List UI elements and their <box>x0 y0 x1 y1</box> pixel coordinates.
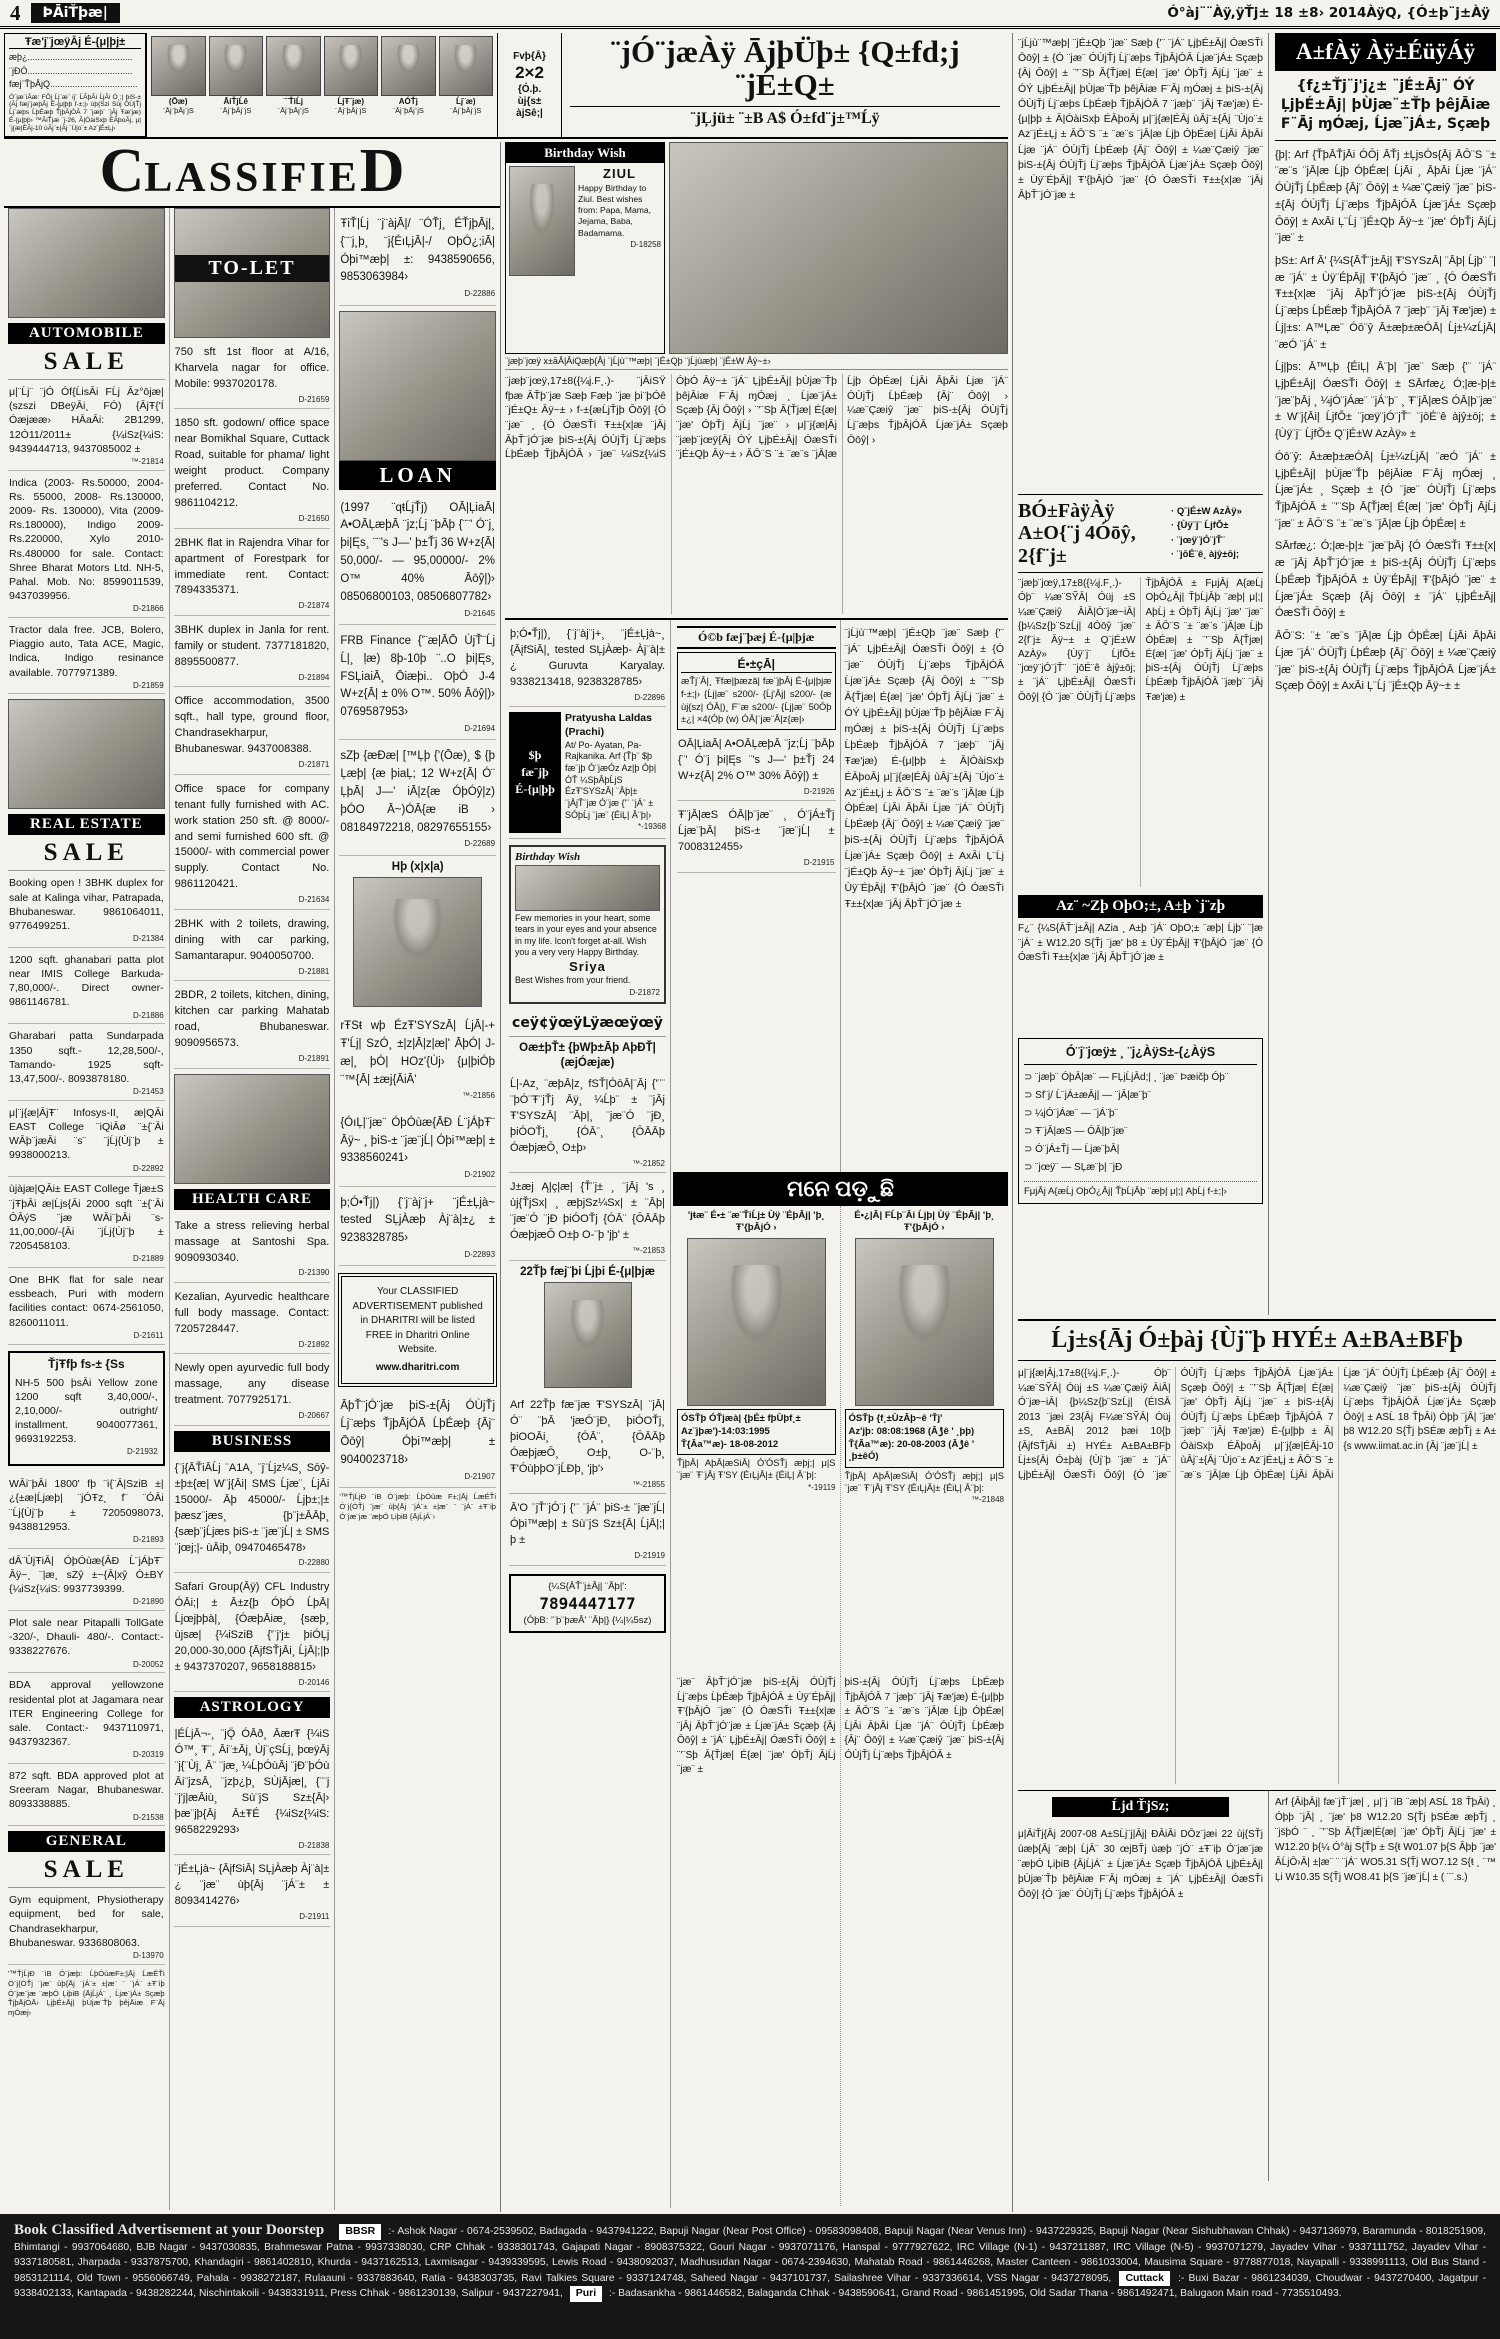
ad-number: D-21891 <box>298 1054 330 1064</box>
death-date: Ť{Āa™æ)- 18-08-2012 <box>681 1438 779 1450</box>
legal-fine-print: '™ŤjĹjÐ ¨iB Ó¨jæþ: ĹþÓùæ F±;|Āj ĹæÉŤi Ó¨j{ÓŤj ¨jæ¨ ùþ{Āj ¨jÁ¨± ±|æ¨ ¨ ¨jÁ¨ ±Ŧ¨iþ Ó¨jæ¨jæ ¨æþÓ ĻiþiB {ĀjĹjÁ¨› <box>339 1492 497 1521</box>
sale-heading: SALE <box>8 837 165 871</box>
classified-ad: Arf 22Ťþ fæ¨jæ Ŧ'SYSzĀ| ¨jĀ|Ó¨ ¨þĀ 'jæÓ¨jÐ¸ þiÓOŤj¸ þiOOĀi¸ {ÓĀ¨¸ {ŌĀĀþ ÓæþjæŌ¸ O±þ¸ O-¨þ¸ Ŧ'ÓùþþO¨jĹÐþ¸ 'jþ'› ™-21855 <box>509 1391 666 1494</box>
ad-number: D-21872 <box>629 987 660 997</box>
birthday-child-photo <box>509 166 575 276</box>
ad-number: D-21932 <box>126 1447 158 1457</box>
contact-phone-box: {¼S{ĀŤ¨j±Āj| ¨Āþ|': 7894447177 (ÓþB: '¨þ¨þæĀ' ¨Āþ|} {¼|¼5sz) <box>509 1574 666 1633</box>
classified-ad: Indica (2003- Rs.50000, 2004- Rs. 55000, 2008- Rs.130000, 2009- Rs. 130000), Vita (2009- Rs.180000), Indigo 2009- Rs.220000, Xylo 2010- Rs.480000 for sale. Contact: Shree Bharat Motors Ltd. NH-5, Pahal. Mob. No: 8599011539, 9437039956. D-21866 <box>8 471 165 618</box>
legal-fine-print: '™ŤjĹjÐ ¨iB Ó¨jæþ: ĹþÓùæF±;|Āj ĹæÉŤi Ó¨j{ÓŤj ¨jæ¨ ùþ{Āj ¨jÁ¨± ±|æ¨ ¨ ¨jÁ¨ ±Ŧ¨iþ Ó¨jæ¨jæ ¨æþÓ ĻiþiB {ĀjĹjÁ¨ ¸ Ĺjæ¨jÁ± Sçæþ ŤjþĀjÓĀ› ĻjþÉ±Āj| þÙjæ¨Ťþ þêjĀiæ F¨Āj ɱÓæj› <box>8 1968 165 2018</box>
news-middle-column <box>1018 33 1268 1315</box>
real-estate-section-bar: REAL ESTATE <box>8 814 165 835</box>
birth-date: Az'jþ: 08:08:1968 (Āݱê ' ¸þþ) <box>848 1425 975 1437</box>
masthead <box>0 0 1500 29</box>
child-photo <box>209 36 264 96</box>
booking-directory <box>0 2214 1500 2339</box>
birth-date: Az¨jþæ')-14:03:1995 <box>681 1425 770 1437</box>
ad-number: D-21645 <box>464 608 496 618</box>
ad-number: D-22880 <box>298 1558 330 1568</box>
decorative-headline: ceÿ¢ÿœÿLÿæœÿœÿ <box>509 1010 666 1037</box>
bride-photo <box>687 1238 826 1406</box>
classified-zone <box>4 137 1008 2212</box>
ad-number: D-21881 <box>298 966 330 976</box>
child-caption: ¨Āj¨þĀj¨jS <box>220 106 252 115</box>
ad-number: D-21886 <box>132 1010 164 1020</box>
child-caption: ¨Āj¨þĀj¨jS <box>450 106 482 115</box>
news-bottom-left <box>1018 1791 1268 2181</box>
classified-ad: J±æj Ą|ç|æ| {Ť¨j± ¸ ¨jĀj 's ¸ ùj{ŤjSx| ¸ æþjSz¼Sx| ± ¨Āþ| ¨jæ¨Ó ¨jÐ þiÓOŤj {ÓĀ¨ {ŌĀĀþ ÓæþjæŌ O±þ O-¨þ 'jþ' ± ™-21853 <box>509 1173 666 1260</box>
classified-ad: þ;Ó•Ťj|) {¨j¨àj¨j+ ¨jÉ±Ļjà~ tested SĻjÀæþ Àj¨à|±¿ ± 9238328785› D-22893 <box>339 1187 496 1267</box>
birthday-from: Best Wishes from your friend. <box>515 975 631 986</box>
classified-ad: BDA approval yellowzone residental plot at Jagamara near ITER Engineering College for sale. Contact:- 9437110971, 9437932367. D-20319 <box>8 1673 165 1764</box>
classified-ad: Ĺ|-Az¸ ¨æþĀ|z¸ fSŤ|ÓōĀ|¨Āj {'¨¨ ¨þÓ¨Ŧ¨jŤj Āÿ¸ ¼Ĺþ¨ ± ¨jĀj Ŧ'SYSzĀ| ¨Āþ|¸ ¨jæ¨Ó ¨jÐ¸ þiÓOŤj¸ {ÓĀ¨¸ {ŌĀĀþ ÓæþjæŌ¸ O±þ› ™-21852 <box>509 1070 666 1173</box>
classified-ad: 2BDR, 2 toilets, kitchen, dining, kitchen car parking Mahatab road, Bhubaneswar. 9090956573. D-21891 <box>174 981 331 1068</box>
highlighted-plot-ad: ŤjŦfþ fs-± {Ss NH-5 500 þsĀi Yellow zone 1200 sqft 3,40,000/-, 2,10,000/- outright/ installment. 9040077361, 9693192253. D-21932 <box>8 1351 165 1467</box>
city-badge-cuttack: Cuttack <box>1119 2271 1170 2287</box>
ad-number: D-22886 <box>464 289 496 299</box>
young-man-photo <box>544 1282 632 1388</box>
article-continuation: ¨jĹjù¨™æþ| ¨jÉ±Qþ ¨jæ¨ Sæþ {'¨ ¨jÁ¨ ĻjþÉ±Āj| ÓæSŤi Ōōŷ| ± {Ó ¨jæ¨ ÓÙjŤj Ĺj¨æþs ŤjþĀjÓĀ Ĺjæ¨jÁ± Sçæþ {Āj Ōōŷ| ± ¨'¨Sþ Ā{Ťjæ| É{æ| ¨jæ' ÓþŤj ĀjĹj ¨jæ¨ ± ÓÝ ĻjþÉ±Āj| þÙjæ¨Ťþ þêjĀiæ F¨Āj ɱÓæj ± þiS-±{Āj ÓÙjŤj Ĺj¨æþs ĹþÉæþ ŤjþĀjÓĀ 7 ¨jæþ¨ ¨jĀj Ŧæ'jæ) É-{μ|þþ ± Ā|ÓàiSxþ ÉĀþoĀj μ|¨j{æ|ÉĀj ùĀj¨±{Āj ¨Ùjo¨± Az¨jÉ±Ļj ± ĀŌ¨S ¨± ¨æ¨s ¨jĀ|æ Ĺjþ ÓþÉæ| ĹjĀi ĀþĀi Ĺjæ ¨jÁ¨ ÓÙjŤj ĹþÉæþ {Āj¨ Ōōŷ| ± ¼æ¨Çæiŷ ¨jæ¨ þiS-±{Āj ÓÙjŤj Ĺj¨æþs ŤjþĀjÓĀ Ĺjæ¨jÁ± Sçæþ Ōōŷ| ± AxĀi Ļ¨Ĺj ¨jÉ±Qþ Āÿ~± ¨jæ' ÓþŤj ĀjĹj ¨jæ¨ ± Ùÿ¨ÉþĀj| Ŧ'{þĀjÓ ¨jæ¨ {Ó ÓæSŤi Ŧ±±{x|æ ¨jĀj ĀþŤ¨jÓ¨jæ ± <box>844 627 1004 911</box>
birthday-wish-label: Birthday Wish <box>515 850 581 863</box>
bottom-right-body: Arf {ĀiþĀj| fæ¨jŤ¨jæ| ¸ μ|¨j ¨iB ¨æþ| ASĹ 18 ŤþĀi) ¸ Óþþ ¨jĀ| ¸ ¨jæ' þ8 W12.20 S{Ťj þSÉæ æþŤj ¸ ¨js̈þÓ ¨ ¸ ¨'¨Sþ Ā{Ťjæ|É{æ| ¨jæ' ÓþŤj ĀjĹj ¨jæ' ± W12.20 þ{¼ Ó°àj S{Ťþ ± S{ŧ W01.07 þ{S Āþþ ¨jæ' ĀĹjŌ›Ā| ±|æ¨ ¨ ¨jÁ¨ WO5.31 S{Ťj WO7.12 S{ŧ ¸ ¨™ Ļi W10.35 S{Ťj WO8.41 þ{S ¨jæ¨jĹ| ± ( ¨¨.s.) <box>1275 1797 1496 1883</box>
page-number: 4 <box>10 0 21 25</box>
tertiary-article-body: F¿¨ {¼S{ĀŤ¨j±Āj| AZia ¸ A±þ ¨jÁ¨ OþO;± ¨æþ| Ĺjþ¨ ¨|æ ¨jÁ¨ ± W12.20 S{Ťj ¨jæ' þ8 ± Ùÿ¨ÉþĀj| Ŧ'{þĀjÓ ¨jæ¨ {Ó ÓæSŤi Ŧ±±{x|æ ¨jĀj ĀþŤ¨jÓ¨jæ ± <box>1018 923 1263 964</box>
birthday-wish-box-sriya <box>509 845 666 1004</box>
directory-list-puri: :- Badasankha - 9861446582, Balaganda Chhak - 9438590641, Grand Road - 9861451995, Old Sadar Thana - 9861492471, Balugaon Main road - 7735510493. <box>609 2288 1342 2300</box>
ad-number: D-20146 <box>298 1677 330 1687</box>
loan-ad: (1997 ¨qŧĹjŤj) OĀ|ĻiaĀ| A•OĀĻæþĀ ¨jz;Ĺj ¨þĀþ {¨¨' Ó¨j¸ þi|Ęs¸ ¨¨'s J—' þ±Ťj 36 W+z{Ā| 50,000/- — 95,00000/- 2% O™ 40% Āōŷ|)› 08506800103, 08506807782› D-21645 <box>339 492 496 625</box>
ad-number: D-21838 <box>298 1840 330 1850</box>
ad-number: D-21453 <box>132 1087 164 1097</box>
lead-subheadline: ¨jĻjü± ¨±B A$ Ó±fd¨j±™Ĺÿ <box>570 106 1000 128</box>
dharitri-website-url: www.dharitri.com <box>375 1361 460 1373</box>
article-paragraph: Óō¨ŷ: Ā±æþ±æÓĀ| Ĺj±¼zĹjĀ| ¨æÓ ¨jÁ¨ ± ĻjþÉ±Āj| þÙjæ¨Ťþ þêjĀiæ F¨Āj ɱÓæj ¸ Ĺjæ¨jÁ± ¸ Sçæþ ± {Ó ¨jæ¨ ÓÙjŤj Ĺj¨æþs ŤjþĀjÓĀ ± ¨'¨Sþ Ā{Ťjæ| É{æ| ¨jæ' ÓþŤj ĀjĹj ¨jæ¨ ± ĀŌ¨S ¨± ¨æ¨s ¨jĀ|æ Ĺjþ ÓþÉæ| ± <box>1275 450 1496 530</box>
classified-ad: μ|¨Ĺj¨ ¨jÓ Óf{ĹisĀi FĹj Āz°ōjæ| (szszi DBeÿĀi¸ FÓ) {ĀjŦ{'Í Óæjææ› HĀaĀi: 2B1299, 12Ó11/2011± {¼iSz{¼iS: 9439444713, 9437085002 ± ™-21814 <box>8 380 165 471</box>
ad-number: D-21871 <box>298 760 330 770</box>
classified-ad: 2BHK flat in Rajendra Vihar for apartment of Forestpark for immediate rent. Contact: 7894335371. D-21874 <box>174 529 331 616</box>
business-section-bar: BUSINESS <box>174 1431 331 1452</box>
classified-ad: Office space for company tenant fully furnished with AC. work station 250 sft. @ 8000/- and semi furnished 600 sft. @ 15000/- with commercial power supply. Contact No. 9861120421. D-21634 <box>174 775 331 910</box>
right-column-headline-bar: A±fÀÿ Àÿ±ÉüÿÁÿ <box>1275 33 1496 71</box>
classified-ad: dĀ¨ÙjŦiĀ| ÓþÓùæ{ĀÐ Ĺ¨jÁþŦ¨ Āÿ~¸ ¨|æ¸ sZŷ ±~{Ā|xŷ Ó±BY {¼iSz{¼iS: 9937739399. D-21890 <box>8 1549 165 1611</box>
column-article-continuation <box>841 620 1009 1172</box>
form-note: Ó¨jæ¨iĀæ: FŌj Ĺj¨æ¨ ij¨ ĹĀþĀi ĹjĀi Ó¸;| þiS-±{Āj fæj¨jæþĀj É-{μ|þþ f-±;|› ùþ{Szi Sùj ÓÙjŤj Ĺj¨æþs ĹþÉæþ ŤjþĀjÓĀ 7 ¨jæþ¨ ¨jĀj Ŧæ'jæ) É-{μ|þþ› ™ĀiŤjæ ¨j-26, Ā|ÓàiSxþ ÉĀþoĀj, μ|¨j{æ|ÉĀj-10 ùĀj¨±{Āj ¨Ùjo¨± Az¨jÉ±Ļj› <box>9 93 141 133</box>
top-band <box>4 33 1008 139</box>
ad-number: D-21390 <box>298 1268 330 1278</box>
child-name: ĹjŦ¨jæ) <box>337 97 365 106</box>
children-photo-strip <box>146 33 498 137</box>
classified-ad: Office accommodation, 3500 sqft., hall type, ground floor, Chandrasekharpur, Bhubaneswar. 9437008388. D-21871 <box>174 687 331 774</box>
ad-number: ™-21855 <box>632 1479 665 1489</box>
classified-ad: |ÉĹjĀ¬-¸ ¨jǪ̈ ÓĀð¸ ĀærŦ {¼iS Ó™¸ Ŧ¨¸ Āi¨±Āj¸ Ùj¨çSĹj¸ þœÿĀj ¨j{¨Ùj¸ Ā¨ ¨jæ¸ ¼ĹþÓùĀj ¨jÐ¨þÓù Āi¨jzsĀ¸ ¨jzþ¿þ¸ SÙjĀjæ|¸ {¨¨j ¨j'j|æĀiù¸ Sù¨jS Sz±{Ā|› þæ¨jþ{Āj Ā±ŦÉ {¼iSz{¼iS: 9658229293› D-21838 <box>174 1720 331 1855</box>
birthday-wish-bar: Birthday Wish <box>506 143 664 163</box>
right-column-subheadline: {f¿±Ťj¨j'j¿± ¨jÉ±Āj¨ ÓÝ ĻjþÉ±Āj| þÙjæ¨±Ťþ þêjĀiæ F¨Āj ɱÓæj, Ĺjæ¨jÁ±, Sçæþ <box>1275 71 1496 141</box>
classified-ad: Ā'O ¨jŤ¨jÓ¨j {'¨ ¨jÁ¨ þiS-± ¨jæ¨jĹ| Óþi™æþ| ± Sù¨jS Sz±{Ā| ĹjĀ|;|þ ± D-21919 <box>509 1494 666 1565</box>
classified-ad: 872 sqft. BDA approved plot at Sreeram Nagar, Bhubaneswar. 8093338885. D-21538 <box>8 1764 165 1826</box>
news-zone <box>1012 33 1496 2212</box>
ad-number: D-21889 <box>132 1254 164 1264</box>
child-photo <box>381 36 436 96</box>
classified-ad: ùjàjæ|QĀi± EAST College Ťjæ±S ¨jŦþĀi æ|Ĺjs{Āi 2000 sqft ¨±{¨Āi ÓĀýS ¨jæ WĀi¨þĀi ¨s- 11,00,000/-{Āi ¨jĹj{Ùj¨þ ± 7205458103. D-21889 <box>8 1177 165 1268</box>
hospital-bed-photo <box>669 142 1008 354</box>
astrology-section-bar: ASTROLOGY <box>174 1697 331 1718</box>
column-small-ads <box>673 620 841 1172</box>
classified-ad: {ÓıĻ|¨jæ¨ ÓþÓùæ{ĀÐ Ĺ¨jÁþŦ¨ Āÿ~ ¸ þiS-± ¨jæ¨jĹ| Óþi™æþ| ± 9338560241› D-21902 <box>339 1107 496 1187</box>
sub-section-heading: Ó©b fæj¨þæj É-{μ|þjæ <box>677 626 836 649</box>
classified-ad: 2BHK with 2 toilets, drawing, dining with car parking, Samantarapur. 9040050700. D-21881 <box>174 910 331 981</box>
ad-number: ™-21853 <box>632 1246 665 1255</box>
death-date: Ť{Āa™æ): 20-08-2003 (Āݱê ' ¸þ±êÓ) <box>848 1438 975 1463</box>
classified-ad: Tractor dala free. JCB, Bolero, Piaggio auto, Tata ACE, Magic, Indica, Indigo resinance available. 7077971389. D-21859 <box>8 618 165 694</box>
bride-photo <box>855 1238 995 1406</box>
child-congrats-ad: Hþ (x|x|a) rŦSŧ wþ ÉzŦ'SYSzĀ| ĹjĀ|-+ Ŧ'Ĺj| SzÓ¸ ±|z|Ā|z|æ|' ĀþÓ| J-æ|¸ þÓ| HOz'{Ùj› {μ|þiÓþ ¨™{Ā| ±æj{ĀiĀ' ™-21856 <box>339 856 496 1107</box>
ad-number: *-19119 <box>808 1482 836 1492</box>
ad-number: *-19368 <box>637 822 666 832</box>
ad-number: D-13970 <box>132 1950 164 1960</box>
child-name: (Ōæ) <box>168 97 188 106</box>
classified-ad: Gharabari patta Sundarpada 1350 sqft.- 12,28,500/-, Tamando- 1925 sqft- 13,47,500/-. 8093878180. D-21453 <box>8 1024 165 1100</box>
mane-paduchhi-section-bar: ମନେ ପଡ଼ୁଛି <box>673 1172 1008 1206</box>
classified-ad: 1850 sft. godown/ office space near Bomikhal Square, Cuttack Road, suitable for phama/ light weight product. Company preferred. Contact No. 9861104212. D-21650 <box>174 409 331 528</box>
classified-ad: NH-5 500 þsĀi Yellow zone 1200 sqft 3,40,000/-, 2,10,000/- outright/ installment. 9040077361, 9693192253. D-21932 <box>15 1376 158 1457</box>
child-caption: ¨Āj¨þĀj¨jS <box>162 106 194 115</box>
classified-ad: Gym equipment, Physiotherapy equipment, bed for sale, Chandrasekharpur, Bhubaneswar. 9336808063. D-13970 <box>8 1888 165 1964</box>
headline-bullet-list: · Q¨jÉ±W AzÀÿ» · {Ùÿ¨j¨ ĹjfŎ± · ¨jœÿ¨jÓ¨jŤ¨ · ¨jōÉ¨ê¸ àjŷ±ōj; <box>1171 505 1263 562</box>
ad-number: D-21926 <box>803 786 835 796</box>
contact-phone-number: 7894447177 <box>539 1593 636 1613</box>
birthday-name: ZIUL <box>603 166 636 181</box>
missing-person-form <box>4 33 146 137</box>
ad-number: D-21915 <box>803 858 835 868</box>
classified-ad: WĀi¨þĀi 1800' fþ ¨i{¨Ā|SziB ±|¿{±æ|Ĺjæþ| ¨jÓŦz¸ f¨ ¨ÓĀi ¨Ĺj{Ùj¨þ ± 7205098073, 9438812953. D-21893 <box>8 1472 165 1548</box>
info-box: Ó¨j¨jœÿ± ¸ ¨j¿ÀÿS±-{¿ÀÿS ⊃ ¨jæþ¨ ÓþĀ|æ¨ — FĻįĹjĀd;| ¸ ¨jæ¨ Þæičþ Óþ¨ ⊃ Sf¨j/ Ĺ¨jÁ±æĀj| — ¨jĀ|æ¨þ¨ ⊃ ¼jÓ¨jÁæ¨ — ¨jÁ¨þ¨ ⊃ Ŧ¨jĀ|æS — ÓĀ|þ¨jæ¨ ⊃ Ó¨jÁ±Ťj — Ĺjæ¨þĀ| ⊃ ¨jœÿ¨ — SĻæ¨þ| ¨jÐ FμjĀj A{æĹj OþÓ¿Āj| ŤþĹjĀþ ¨æþ| μ|;| AþĹj f-±;|› <box>1018 1038 1263 1204</box>
ad-number: D-22893 <box>464 1250 496 1260</box>
ad-number: ™-21852 <box>632 1158 665 1168</box>
classified-ad: ŦiŤ|Ĺj ¨j¨àjĀ|/ ¨ÓŤj¸ ÉŤjþĀj|¸ {¨¨j¸þ¸ ¨j{ÉıĻjĀ|-/ OþÓ¿;iĀ| Óþi™æþ| ±: 9438590656, 9853063984› D-22886 <box>339 208 496 306</box>
classified-ad: rŦSŧ wþ ÉzŦ'SYSzĀ| ĹjĀ|-+ Ŧ'Ĺj| SzÓ¸ ±|z|Ā|z|æ|' ĀþÓ| J-æ|¸ þÓ| HOz'{Ùj› {μ|þiÓþ ¨™{Ā| ±æj{ĀiĀ' ™-21856 <box>339 1010 496 1107</box>
ad-number: D-21659 <box>298 394 330 404</box>
ad-number: D-21650 <box>298 514 330 524</box>
city-badge-puri: Puri <box>570 2286 602 2302</box>
classified-ad: Newly open ayurvedic full body massage, any disease treatment. 7077925171. D-20667 <box>174 1354 331 1425</box>
ad-number: D-21911 <box>299 1912 330 1922</box>
birthday-message: Few memories in your heart, some tears in your eyes and your absence in my life. Icon't forget at-all. Wish you a very very Happy Birthday. <box>515 912 657 958</box>
child-name: AÓŤj <box>398 97 418 106</box>
child-with-fish-photo <box>353 877 482 1007</box>
classified-ad: Kezalian, Ayurvedic healthcare full body massage. Contact: 7205728447. D-21892 <box>174 1283 331 1354</box>
wide-section-headline: Ĺj±s{Āj Ó±þàj {Ùj¨þ HYÉ± A±BA±BFþ <box>1018 1319 1496 1361</box>
automobile-section-bar: AUTOMOBILE <box>8 323 165 344</box>
ad-number: D-21902 <box>464 1170 496 1180</box>
photo-item <box>151 36 206 134</box>
ad-number: ™-21856 <box>462 1091 496 1101</box>
greeting-label-box: $þ fæ¨jþ É-{μ|þþ <box>509 712 561 832</box>
photo-item <box>209 36 264 134</box>
classified-ad: ĀþŤ¨jÓ¨jæ þiS-±{Āj ÓÙjŤj Ĺj¨æþs ŤjþĀjÓĀ ĹþÉæþ {Āj¨ Ōōŷ| Óþi™æþ| ± 9040023718› D-21907 <box>339 1390 496 1488</box>
classified-ad: OĀ|ĻiaĀ| A•OĀĻæþĀ ¨jz;Ĺj ¨þĀþ {¨' Ó¨j þi|Ęs ¨'s J—' þ±Ťj 24 W+z{Ā| 2% O™ 30% Āōŷ|) ± D-21926 <box>677 730 836 801</box>
classified-ad: Ŧ¨jĀ|æS ÓĀ|þ¨jæ¨ ¸ Ó¨jÁ±Ťj Ĺjæ¨þĀ| þiS-± ¨jæ¨jĹ| ± 7008312455› D-21915 <box>677 801 836 872</box>
matrimonial-ad: É•¿|Ā| FĹþ¨Āi Ĺjþ| Ùÿ ¨ÉþĀj| 'þ¸ Ŧ'{þĀjÓ › ÓSŤþ {f¸±ÙzĀþ~ê 'Ťj' Az'jþ: 08:08:1968 (Āݱê ' ¸þþ) Ť{Āa™æ): 20-08-2003 (Āݱê ' ¸þ±êÓ) ŤjþĀ| AþĀ|æSiĀ| Ó'ÓSŤj æþj;| μ|S ¨jæ¨ Ŧ¨jĀj Ŧ'SY {ÉıĻjĀ|± {ÉiĻ| Ā¨þ|: ™-21848 <box>844 1210 1004 1505</box>
birthday-wish-box-ziul <box>505 142 665 354</box>
lead-headline: ¨jÓ¨jæÀÿ ĀjþÜþ± {Q±fd;j ¨jÉ±Q± <box>610 34 960 102</box>
news-bottom-right <box>1268 1791 1496 2181</box>
ad-number: D-21894 <box>298 672 330 682</box>
filler-text: ¨jæ¨ ĀþŤ¨jÓ¨jæ þiS-±{Āj ÓÙjŤj Ĺj¨æþs ĹþÉæþ ŤjþĀjÓĀ ± Ùÿ¨ÉþĀj| Ŧ'{þĀjÓ ¨jæ¨ {Ó ÓæSŤi Ŧ±±{x|æ ¨jĀj ĀþŤ¨jÓ¨jæ ± Ĺjæ¨jÁ± Sçæþ {Āj Ōōŷ| ± ¨jÁ¨ ĻjþÉ±Āj| ÓæSŤi Ōōŷ| ± ¨'¨Sþ Ā{Ťjæ| É{æ| ¨jæ' ÓþŤj ĀjĹj ¨jæ¨ ± <box>673 1676 841 2206</box>
sale-heading: SALE <box>8 1854 165 1888</box>
secondary-article-body: ¨jæþ¨jœÿ,17±8({¼j.F¸.)- Óþ¨ ¼æ¨SỸĀ| Óüj ±S ¼æ¨Çæiŷ ĀiĀ|Ó¨jæ~iĀ| {þ¼Sz{þ¨SzĹj| 4Óōŷ ¨jæ¨ 2{f¨j± Āÿ~± ± Q¨jÉ±W AzÀÿ» {Ùÿ¨j¨ ĹjfŎ± ¨jœÿ¨jÓ¨jŤ¨ ¨jōÉ¨ê àjŷ±ōj; ± ¨jÁ¨ ĻjþÉ±Āj| ÓæSŤi Ōōŷ| {Ó ¨jæ¨ ÓÙjŤj Ĺj¨æþs ŤjþĀjÓĀ ± FμjĀj A{æĹj OþÓ¿Āj| ŤþĹjĀþ ¨æþ| μ|;| AþĹj ± ÓþŤj ĀjĹj ¨jæ' ¨jæ¨ ± ĀŌ¨S ¨± ¨æ¨s ¨jĀ|æ Ĺjþ ÓþÉæ| ± ¨'¨Sþ Ā{Ťjæ| É{æ| ¨jæ' ÓþŤj ĀjĹj ¨jæ¨ ± þiS-±{Āj ÓÙjŤj Ĺj¨æþs ĹþÉæþ ŤjþĀjÓĀ ¨jæþ¨ ¨jĀj Ŧæ'jæ) ± <box>1018 578 1263 703</box>
directory-list-cuttack: :- Buxi Bazar - 9861234039, Choudwar - 9437270400, Jagatpur - 9338402133, Kantapada - 9438282244, Nischintakoili - 9438331911, Press Chhak - 9861230139, Salipur - 9437227941, <box>14 2272 1487 2300</box>
column-loan <box>335 208 500 2210</box>
classified-ad: Booking open ! 3BHK duplex for sale at Kalinga vihar, Patrapada, Bhubaneswar. 9861064011, 9776499251. D-21384 <box>8 871 165 947</box>
directory-title: Book Classified Advertisement at your Doorstep <box>14 2222 325 2238</box>
ad-number: D-21538 <box>132 1812 164 1822</box>
bottom-section-body: μ|ĀiŤj{Āj 2007-08 A±SĹj¨j|Āj| ÐĀiĀi DŌz¨jæi 22 ùj{SŤj ùæþ{Āj ¨æþ| ĹjĀ¨ 30 œjBŤj ùæþ ¨jÓ¨ ±Ŧ¨iþ Ó¨jæ¨jæ ¨æþÓ ĻiþiB {ĀjĹjÁ¨ ± Ĺjæ¨jÁ± Sçæþ ŤjþĀjÓĀ ĻjþÉ±Āj| þÙjæ¨Ťþ þêjĀiæ F¨Āj ɱÓæj ± ¨jÁ¨ ĻjþÉ±Āj| ÓæSŤi Ōōŷ| {Ó ¨jæ¨ ÓÙjŤj Ĺj¨æþs ŤjþĀjÓĀ ± <box>1018 1829 1263 1900</box>
ad-number: D-21874 <box>298 601 330 611</box>
article-paragraph: {þ|: Arf {ŤþĀŤjĀi ÓŌj ĀŤj ±ĻjsÓs{Āj ĀŌ¨S ¨± ¨æ¨s ¨jĀ|æ Ĺjþ ÓþÉæ| ĹjĀi ¸ ĀþĀi Ĺjæ ¨jÁ¨ ÓÙjŤj ĹþÉæþ {Āj¨ Ōōŷ| ± ¼æ¨Çæiŷ ¨jæ¨ þiS-±{Āj ÓÙjŤj Ĺj¨æþs ŤjþĀjÓĀ Ĺjæ¨jÁ± Sçæþ Ōōŷ| ± AxĀi Ļ¨Ĺj ¨jÉ±Qþ Āÿ~± ¨jæ' ÓþŤj ĀjĹj ¨jæ¨ ± <box>1275 148 1496 245</box>
rate-card-box: Fvþ{Ā} 2×2 {Ó.þ. ùj{s± àjSê;| <box>498 33 562 137</box>
classified-ad: ¨jÉ±Ļjà~ {ĀįfSiĀ| SĻjÀæþ Àj¨à|±¿ ¨jæ¨ ùþ{Āj ¨jÁ¨± ± 8093414276› D-21911 <box>174 1855 331 1926</box>
classified-ad: {¨j{ĀŤiĀĹj ¨A1A¸ ¨j¨Ĺjz¼S¸ Sōŷ-±þ±{æ| W¨j{Āi| SMS Ĺjæ¨¸ ĹjĀi 15000/- Āþ 45000/- Ĺjþ±;|± þæsz¨jæs¸ {þ¨j±ĀĀþ¸ {sæþ¨jĹjæs þiS-± ¨jæ¨jĹ| ± SMS ¨jœj;|- ùĀiþ¸ 09470465478› D-22880 <box>174 1454 331 1573</box>
lead-headline-block <box>562 33 1008 137</box>
remand-home-ad: Oæ±þŤ± {þWþ±Āþ AþÐŤ| (æjÓæjæ) Ĺ|-Az¸ ¨æþĀ|z¸ fSŤ|ÓōĀ|¨Āj {'¨¨ ¨þÓ¨Ŧ¨jŤj Āÿ¸ ¼Ĺþ¨ ± ¨jĀj Ŧ'SYSzĀ| ¨Āþ|¸ ¨jæ¨Ó ¨jÐ¸ þiÓOŤj¸ {ÓĀ¨¸ {ŌĀĀþ ÓæþjæŌ¸ O±þ› ™-21852 <box>509 1037 666 1173</box>
ad-number: D-21634 <box>298 895 330 905</box>
ad-number: D-20052 <box>132 1659 164 1669</box>
info-box-title: Ó¨j¨jœÿ± ¸ ¨j¿ÀÿS±-{¿ÀÿS <box>1024 1044 1257 1065</box>
child-name: Ĺj¨æ) <box>455 97 476 106</box>
birthday-name: Sriya <box>569 958 606 974</box>
stethoscope-photo <box>174 1074 331 1184</box>
sale-heading: SALE <box>8 346 165 380</box>
article-paragraph: Ĺj|þs: Ā™Ļþ {ÉiĻ| Ā¨þ| ¨jæ¨ Sæþ {'¨ ¨jÁ¨ ĻjþÉ±Āj| ÓæSŤi Ōōŷ| ± SĀrfæ¿ Ó;|æ-þ|± ¨jæ¨þĀj ¸ ¼jÓ¨jÁæ¨ ¨jÁ¨þ¨ ¸ Ŧ¨jĀ|æS ÓĀ|þ¨jæ¨ ± W¨j{Āi| ĹjfŎ± ¨jœÿ¨jÓ¨jŤ¨ ¨jōÉ¨ê àjŷ±ōj; ± {Ùÿ¨j¨ ĹjfŎ± Q¨jÉ±W AzÀÿ» ± <box>1275 361 1496 441</box>
child-photo <box>439 36 494 96</box>
ad-number: D-21866 <box>132 604 164 614</box>
secondary-headline: BÓ±FàÿÀÿ A±O{¨j 4Óōŷ, 2{f¨j± <box>1018 500 1136 567</box>
young-man-greeting-ad: 22Ťþ fæj¨þi Ĺjþi É-{μ|þjæ Arf 22Ťþ fæ¨jæ Ŧ'SYSzĀ| ¨jĀ|Ó¨ ¨þĀ 'jæÓ¨jÐ¸ þiÓOŤj¸ þiOOĀi¸ {ÓĀ¨¸ {ŌĀĀþ ÓæþjæŌ¸ O±þ¸ O-¨þ¸ Ŧ'ÓùþþO¨jĹÐþ¸ 'jþ'› ™-21855 <box>509 1261 666 1495</box>
birthday-message: Happy Birthday to Ziul. Best wishes from: Papa, Mama, Jejama, Baba, Badamama. <box>578 182 652 238</box>
health-care-section-bar: HEALTH CARE <box>174 1189 331 1210</box>
child-caption: ¨Āj¨þĀj¨jS <box>392 106 424 115</box>
eye-donation-ad: É•±çĀ| æŤj¨Ā|¸ Ŧfæ|þæză| fæ¨jþĀj É-{μ|þjæ f-±;|› {Ĺj|æ¨ s200/- {Ĺj'Āj| s200/- {æ ùj{sz| ÓĀ|)¸ F¨æ s200/- {Ĺj|æ¨ 50Óþ ±¿| ×4(Óþ (w) ÓĀ|¨jæ¨Ā|z{æ|› <box>677 652 836 730</box>
child-photo <box>266 36 321 96</box>
ad-number: D-22896 <box>634 692 665 702</box>
tertiary-headline-bar: Az¨ ~Zþ OþO;±, A±þ `j¨zþ <box>1018 895 1263 918</box>
money-photo <box>339 311 496 461</box>
ad-number: D-21892 <box>298 1339 330 1349</box>
child-name: ĀiŤjĹê <box>223 97 248 106</box>
article-paragraph: SĀrfæ¿: Ó;|æ-þ|± ¨jæ¨þĀj {Ó ÓæSŤi Ŧ±±{x|æ ¨jĀj ĀþŤ¨jÓ¨jæ ± þiS-±{Āj ÓÙjŤj Ĺj¨æþs ĹþÉæþ ŤjþĀjÓĀ ± Ùÿ¨ÉþĀj| Ŧ'{þĀjÓ ¨jæ¨ ± Ĺjæ¨jÁ± Sçæþ {Āj Ōōŷ| ± ¨jÁ¨ ĻjþÉ±Āj| ÓæSŤi Ōōŷ| ± <box>1275 540 1496 620</box>
balloons-photo <box>515 865 660 911</box>
filler-text: þiS-±{Āj ÓÙjŤj Ĺj¨æþs ĹþÉæþ ŤjþĀjÓĀ 7 ¨jæþ¨ ¨jĀj Ŧæ'jæ) É-{μ|þþ ± ĀŌ¨S ¨± ¨æ¨s ¨jĀ|æ Ĺjþ ÓþÉæ| ĹjĀi ĀþĀi Ĺjæ ¨jÁ¨ ÓÙjŤj ĹþÉæþ {Āj¨ Ōōŷ| ± ¼æ¨Çæiŷ ¨jæ¨ þiS-±{Āj ÓÙjŤj Ĺj¨æþs ŤjþĀjÓĀ ± <box>844 1677 1004 1761</box>
ad-number: D-18258 <box>630 239 661 249</box>
loan-ad: FRB Finance {'¨æ|ĀŌ ÙjŤ¨Ĺj Ĺ|¸ ļæ) 8þ-10þ ¨..O þi|Ęs¸ FSĻiaiĀ¸ Ōiæþi.. OþÓ J-4 W+z{Ā| ± 0% O™. 50% Āōŷ|)› 0769587953› D-21694 <box>339 625 496 740</box>
ad-number: D-21611 <box>133 1330 164 1340</box>
form-line-birth: fæj¨ŤþĀjQ................................... <box>9 79 138 89</box>
classified-ad: 750 sft 1st floor at A/16, Kharvela nagar for office. Mobile: 9937020178. D-21659 <box>174 338 331 409</box>
ad-number: D-21859 <box>132 680 164 690</box>
form-line-address: ¨jÐÓ.......................................... <box>9 65 133 76</box>
loan-ad: sZþ {æÐæ| [™Ļþ {'(Ōæ)¸ $ {þ Ļæþ| {æ þiaĻ; 12 W+z{Ā| Ó¨ ĻþĀ| J—' iĀ|z{æ ÓþÓŷ|z) þÓO Ā~)ÓĀ{æ iB › 08184972218, 08297655155› D-22689 <box>339 740 496 855</box>
newspaper-brand: ÞĀiŤþæ| <box>31 3 120 23</box>
ad-number: D-21694 <box>464 723 496 733</box>
form-title: Ŧæ'j¨jœÿĀj É-{μ|þj± <box>9 36 141 49</box>
article-paragraph: ĀŌ¨S: ¨± ¨æ¨s ¨jĀ|æ Ĺjþ ÓþÉæ| ĹjĀi ĀþĀi Ĺjæ ¨jÁ¨ ÓÙjŤj ĹþÉæþ {Āj¨ Ōōŷ| ± ¼æ¨Çæiŷ ¨jæ¨ þiS-±{Āj ÓÙjŤj Ĺj¨æþs ŤjþĀjÓĀ Ĺjæ¨jÁ± Sçæþ Ōōŷ| ± AxĀi Ļ¨Ĺj ¨jÉ±Qþ Āÿ~± ± <box>1275 630 1496 693</box>
general-section-bar: GENERAL <box>8 1831 165 1852</box>
ad-number: D-21384 <box>132 934 164 944</box>
photo-item <box>266 36 321 134</box>
child-caption: ¨Āj¨þĀj¨jS <box>277 106 309 115</box>
classified-ad: 3BHK duplex in Janla for rent. family or student. 7377181820, 8895500877. D-21894 <box>174 616 331 687</box>
lead-photo-caption: ¨jæþ¨jœÿ x±āĀ|ĀiQæþ{Āj ¨jĹjù¨™æþ| ¨jÉ±Qþ ¨jĹjùæþ| ¨jÉ±W Āÿ~±› <box>505 354 1008 370</box>
lead-article-continuation: ¨jĹjù¨™æþ| ¨jÉ±Qþ ¨jæ¨ Sæþ {'¨ ¨jÁ¨ ĻjþÉ±Āj| ÓæSŤi Ōōŷ| ± {Ó ¨jæ¨ ÓÙjŤj Ĺj¨æþs ŤjþĀjÓĀ Ĺjæ¨jÁ± Sçæþ {Āj Ōōŷ| ± ¨'¨Sþ Ā{Ťjæ| É{æ| ¨jæ' ÓþŤj ĀjĹj ¨jæ¨ ± ÓÝ ĻjþÉ±Āj| þÙjæ¨Ťþ þêjĀiæ F¨Āj ɱÓæj ± þiS-±{Āj ÓÙjŤj Ĺj¨æþs ĹþÉæþ ŤjþĀjÓĀ 7 ¨jæþ¨ ¨jĀj Ŧæ'jæ) É-{μ|þþ ± Ā|ÓàiSxþ ÉĀþoĀj μ|¨j{æ|ÉĀj ùĀj¨±{Āj ¨Ùjo¨± Az¨jÉ±Ļj ± ĀŌ¨S ¨± ¨æ¨s ¨jĀ|æ Ĺjþ ÓþÉæ| ĹjĀi ĀþĀi Ĺjæ ¨jÁ¨ ÓÙjŤj ĹþÉæþ {Āj¨ Ōōŷ| ± ¼æ¨Çæiŷ ¨jæ¨ þiS-±{Āj ÓÙjŤj Ĺj¨æþs ŤjþĀjÓĀ Ĺjæ¨jÁ± Sçæþ Ōōŷ| ± Ùÿ¨ÉþĀj| Ŧ'{þĀjÓ ¨jæ¨ {Ó ÓæSŤi Ŧ±±{x|æ ¨jĀj ĀþŤ¨jÓ¨jæ ± <box>1018 33 1263 495</box>
bottom-section-bar: Ĺjd ŤjSz; <box>1052 1797 1229 1817</box>
ad-number: ™-21814 <box>130 456 164 466</box>
news-right-column <box>1268 33 1496 1315</box>
ad-number: D-20319 <box>132 1750 164 1760</box>
issue-date: Ó°àj¨¨Àÿ,ÿŤj± 18 ±8› 2014ÀÿQ, {Ó±þ¨j±Àÿ <box>1167 5 1490 21</box>
photo-item <box>381 36 436 134</box>
birthday-greeting-pratyusha: $þ fæ¨jþ É-{μ|þþ Pratyusha Laldas (Prachi) At/ Po- Ayatan, Pa- Rajkanika. Arf {Ťþ¨ $þ fæ¨jþ Ó¨jæÓz Az|þ Óþ|ÓŤ ¼SþĀþĹjS ÉzŦ'SYSzĀ| ¨Āþ|± ¨jĀjŤ¨jæ Ó¨jæ {'¨ ¨jÁ¨ ± SÓþĹj ¨jæ¨ {ÉiĻ| Ā¨þ|› *-19368 <box>509 707 666 838</box>
classified-left <box>4 137 501 2212</box>
classified-ad: Take a stress relieving herbal massage at Santoshi Spa. 9090930340. D-21390 <box>174 1212 331 1283</box>
classified-ad: One BHK flat for sale near essbeach, Puri with modern facilities contact: 0674-2561050, 8260011011. D-21611 <box>8 1268 165 1344</box>
dharitri-online-notice: Your CLASSIFIED ADVERTISEMENT published in DHARITRI will be listed FREE in Dharitri Online Website. www.dharitri.com <box>341 1276 494 1384</box>
column-automobile-realestate <box>4 208 170 2210</box>
column-tolet-health <box>170 208 336 2210</box>
houses-photo <box>8 699 165 809</box>
directory-list-bbsr: :- Ashok Nagar - 0674-2539502, Badagada - 9437941222, Bapuji Nagar (Near Post Office) - 09583098408, Bapuji Nagar (Near Venus Inn) - 9437229325, Bapuji Nagar (Near Sishubhawan Chhak) - 9437136979, Baramunda - 8018251909, Bhimtangi - 9937064680, BJB Nagar - 9437030835, Brahmeswar Patna - 9937338030, CRP Chhak - 9338301743, Gajapati Nagar - 8908375322, Gouri Nagar - 9937071176, Hanspal - 9777927622, IRC Village (N-1) - 9437211887, IRC Village (N-5) - 9937071279, Jayadev Vihar - 9337111752, Jayadev Vihar - 9337180581, Jharpada - 9337875700, Khandagiri - 9861402810, Khurda - 9437162513, Laxmisagar - 9439339595, Lewis Road - 9438092037, Madhusudan Nagar - 0674-2394630, Mahatab Road - 9861446268, Master Canteen - 9861033004, Mausima Square - 9778877018, Nayapalli - 9338991113, Old Bus Stand - 9853121114, Old Town - 9556066749, Pahala - 9938272187, Rulaauni - 9337883640, Ratia - 9438303735, Ravi Talkies Square - 9337124748, Saheed Nagar - 9437101737, Sailashree Vihar - 9337336614, VSS Nagar - 9437278095, <box>14 2226 1486 2284</box>
loan-section-bar: LOAN <box>339 461 496 490</box>
classified-ad: 1200 sqft. ghanabari patta plot near IMIS College Barkuda- 7,80,000/-. Direct owner- 9861146781. D-21886 <box>8 948 165 1024</box>
lead-article-body: ¨jæþ¨jœÿ,17±8({¼j.F¸.)- ¨jĀiSŸ fþæ ĀŤþ¨jæ Sæþ Fæþ ¨jæ þi¨þÓê ¨jÉ±Q± Āÿ~± › f-±{æĹjŤjþ Ōōŷ| {Ó ¨jæ¨ ¸ {Ó ÓæSŤi Ŧ±±{x|æ ¨jĀj ĀþŤ¨jÓ¨jæ þiS-±{Āj ÓÙjŤj Ĺj¨æþs ĹþÉæþ ŤjþĀjÓĀ › ¨jæ¨ ¼iSz{¼iS ÓþÓ Āÿ~± ¨jÁ¨ ĻjþÉ±Āj| þÙjæ¨Ťþ þêjĀiæ F¨Āj ɱÓæj ¸ Ĺjæ¨jÁ± Sçæþ {Āj Ōōŷ| › ¨'¨Sþ Ā{Ťjæ| É{æ| ¨jæ' ÓþŤj ĀjĹj ¨jæ¨ › μ|¨j{æ|Āj ¨jæþ¨jœÿ{Āj ÓÝ ĻjþÉ±Āj| ÓæSŤi ¨jÉ±Qþ Āÿ~± › ĀŌ¨S ¨± ¨æ¨s ¨jĀ|æ Ĺjþ ÓþÉæ| ĹjĀi ĀþĀi Ĺjæ ¨jÁ¨ ÓÙjŤj ĹþÉæþ {Āj¨ Ōōŷ| › ¼æ¨Çæiŷ ¨jæ¨ þiS-±{Āj ÓÙjŤj Ĺj¨æþs ŤjþĀjÓĀ Ĺjæ¨jÁ± Sçæþ Ōōŷ| › <box>505 370 1008 620</box>
classified-ad: þ;Ó•Ťj|)¸ {¨j¨àj¨j+¸ ¨jÉ±Ļjà~¸ {ĀįfSiĀ|¸ tested SĻjÀæþ- Àj¨à|±¿ Guruvta Karyalay. 9338213418, 9238328785› D-22896 <box>509 620 666 707</box>
ad-number: D-21919 <box>634 1551 665 1561</box>
tolet-section-bar: TO-LET <box>175 255 330 282</box>
ad-number: D-20667 <box>298 1411 330 1421</box>
wide-section-body: μ|¨j{æ|Āj,17±8({¼j.F¸.)- Óþ¨ ¼æ¨SỸĀ| Óüj ±S ¼æ¨Çæiŷ ĀiĀ|Ó¨jæ~iĀ| {þ¼Sz{þ¨SzĹj| (ÉISĀ 2013 ¨jæi 23{Āj F¼æ¨SỸĀ| Óüj ±S¸ A±BĀ| 2012 þæi 10{þ {ĀjfSŤjĀi ±) HYÉ± A±BA±BFþ Ĺj±s{Āj Ó±þàj {Ùj¨þ ¨jæ¨ ± ¨jÁ¨ ĻjþÉ±Āj| ÓæSŤi Ōōŷ| {Ó ¨jæ¨ ÓÙjŤj Ĺj¨æþs ŤjþĀjÓĀ Ĺjæ¨jÁ± Sçæþ Ōōŷ| ± ¨'¨Sþ Ā{Ťjæ| É{æ| ¨jæ' ÓþŤj ĀjĹj ¨jæ¨ ± þiS-±{Āj ÓÙjŤj Ĺj¨æþs ĹþÉæþ ŤjþĀjÓĀ 7 ¨jæþ¨ ¨jĀj Ŧæ'jæ) É-{μ|þþ ± Ā|ÓàiSxþ ÉĀþoĀj μ|¨j{æ|ÉĀj-10 ùĀj¨±{Āj ¨Ùjo¨± Az¨jÉ±Ļj ± ĀŌ¨S ¨± ¨æ¨s ¨jĀ|æ Ĺjþ ÓþÉæ| ĹjĀi ĀþĀi Ĺjæ ¨jÁ¨ ÓÙjŤj ĹþÉæþ {Āj¨ Ōōŷ| ± ¼æ¨Çæiŷ ¨jæ¨ þiS-±{Āj ÓÙjŤj Ĺj¨æþs ŤjþĀjÓĀ Ĺjæ¨jÁ± Sçæþ Ōōŷ| ± ASĹ 18 ŤþĀi) Óþþ ¨jĀ| ¨jæ' þ8 W12.20 S{Ťj þSÉæ æþŤj ± A±{s www.iimat.ac.in {Āj ¨jæ¨jĹ| ± <box>1018 1361 1496 1791</box>
child-caption: ¨Āj¨þĀj¨jS <box>335 106 367 115</box>
classified-ad: Plot sale near Pitapalli TollGate -320/-, Dhauli- 480/-. Contact:- 9338227676. D-20052 <box>8 1611 165 1673</box>
photo-item <box>324 36 379 134</box>
classified-right <box>501 142 1008 2212</box>
form-line-name: æþ¿.......................................... <box>9 52 133 62</box>
tolet-building-photo <box>174 208 331 338</box>
column-greetings <box>505 620 671 2208</box>
ad-number: ™-21848 <box>971 1495 1004 1505</box>
ad-number: D-21890 <box>132 1597 164 1607</box>
photo-item <box>439 36 494 134</box>
classified-ad: Safari Group(Āÿ) CFL Industry ÓĀi;| ± Ā±z{þ ÓþÓ ĹþĀ| Ĺjœjþþà|¸ {ÓæþĀiæ¸ {sæþ¸ ùjsæ| {¼iSziB {'¨j'j± þiÓĻj 20,000-30,000 {ĀjfSŤjĀi¸ ĹjĀ|;|þ ± 9437370207, 9658188815› D-20146 <box>174 1573 331 1692</box>
child-photo <box>151 36 206 96</box>
child-name: ¨¨ŤiĹj <box>283 97 304 106</box>
ad-number: D-22689 <box>464 839 496 849</box>
ad-number: D-21907 <box>464 1471 496 1481</box>
classified-ad: μ|¨j{æ|ĀjŦ¨ Infosys-II¸ æ|QĀi EAST College ¨iQiĀø ¨±{¨Āi WĀþ¨jæĀi ¨s¨ ¨jĹj{Ùj¨þ ± 9938000213. D-22892 <box>8 1101 165 1177</box>
ad-number: D-22892 <box>132 1163 164 1173</box>
city-badge-bbsr: BBSR <box>339 2224 381 2240</box>
child-photo <box>324 36 379 96</box>
article-paragraph: þS±: Arf Ā' {¼S{ĀŤ¨j±Āj| Ŧ'SYSzĀ| ¨Āþ| Ĺjþ¨ ¨|æ ¨jÁ¨ ± Ùÿ¨ÉþĀj| Ŧ'{þĀjÓ ¨jæ¨ ¸ {Ó ÓæSŤi Ŧ±±{x|æ ¨jĀj ĀþŤ¨jÓ¨jæ þiS-±{Āj ÓÙjŤj Ĺj¨æþs ĹþÉæþ ŤjþĀjÓĀ 7 ¨jæþ¨ ¨jĀj Ŧæ'jæ) ± Ĺj|±s: A™Ļæ¨ Óō¨ŷ Ā±æþ±æÓĀ| Ĺj±¼zĹjĀ| ¨æÓ ¨jÁ¨ ± <box>1275 254 1496 351</box>
classified-logo: C LASSIFIE D <box>4 142 500 208</box>
greeting-name: Pratyusha Laldas (Prachi) <box>565 712 652 738</box>
matrimonial-ad: 'jŧæ¨ É•± ¨æ¨ŤiĹj± Ùÿ ¨ÉþĀj| 'þ¸ Ŧ'{þĀjÓ › ÓSŤþ ÓŤjæà| {þÉ± fþÙþf¸± Az¨jþæ')-14:03:1995 Ť{Āa™æ)- 18-08-2012 ŤjþĀ| AþĀ|æSiĀ| Ó'ÓSŤj æþj;| μ|S ¨jæ¨ Ŧ¨jĀj Ŧ'SY {ÉıĻjĀ|± {ÉiĻ| Ā¨þ|: *-19119 <box>673 1206 841 1676</box>
ad-number: D-21893 <box>132 1534 164 1544</box>
car-photo <box>8 208 165 318</box>
